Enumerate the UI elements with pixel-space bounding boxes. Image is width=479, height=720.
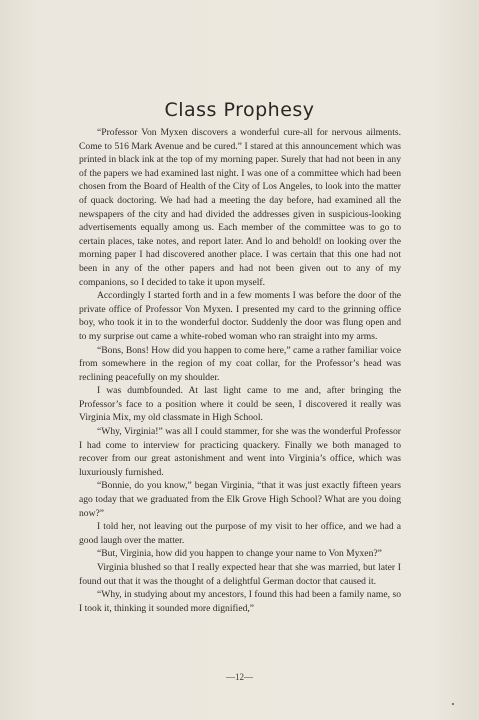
page-number: —12— <box>226 672 253 682</box>
body-text <box>79 126 401 615</box>
paragraph: Virginia blushed so that I really expected hear that she was married, but later I found out that it was the thought of a delightful German doctor that caused it. <box>79 562 401 587</box>
paragraph: I told her, not leaving out the purpose of my visit to her office, and we had a good laugh over the matter. <box>79 521 401 546</box>
paragraph: “Bonnie, do you know,” began Virginia, “that it was just exactly fifteen years ago today that we graduated from the Elk Grove High School? What are you doing now?” <box>79 480 401 519</box>
paper-speck <box>452 703 454 705</box>
paragraph: I was dumbfounded. At last light came to me and, after bringing the Professor’s face to a position where it could be seen, I discovered it really was Virginia Mix, my old classmate in High School. <box>79 385 401 424</box>
paragraph: “Bons, Bons! How did you happen to come here,” came a rather familiar voice from somewhere in the region of my coat collar, for the Professor’s head was reclining peacefully on my shoulder. <box>79 344 401 383</box>
paragraph: “Why, Virginia!” was all I could stammer, for she was the wonderful Professor I had come to interview for practicing quackery. Finally we both managed to recover from our great astonishment and went into Virginia’s office, which was luxuriously furnished. <box>79 426 401 478</box>
paragraph: “But, Virginia, how did you happen to change your name to Von Myxen?” <box>97 548 382 560</box>
paragraph: “Why, in studying about my ancestors, I found this had been a family name, so I took it, thinking it sounded more dignified,” <box>79 589 401 614</box>
page-title: Class Prophesy <box>164 99 315 121</box>
paragraph: “Professor Von Myxen discovers a wonderful cure-all for nervous ailments. Come to 516 Mark Avenue and be cured.” I stared at this announcement which was printed in black ink at the top of my morning paper. Surely that had not been in any of the papers we had examined last night. I was one of a committee which had been chosen from the Board of Health of the City of Los Angeles, to look into the matter of quack doctoring. We had had a meeting the day before, had examined all the newspapers of the city and had divided the addresses given in suspicious-looking advertisements equally among us. Each member of the committee was to go to certain places, take notes, and report later. And lo and behold! on looking over the morning paper I had discovered another place. I was certain that this one had not been in any of the other papers and had not been given out to any of my companions, so I decided to take it upon myself. <box>79 127 401 288</box>
paragraph: Accordingly I started forth and in a few moments I was before the door of the private office of Professor Von Myxen. I presented my card to the grinning office boy, who took it in to the wonderful doctor. Suddenly the door was flung open and to my surprise out came a white-robed woman who ran straight into my arms. <box>79 290 401 342</box>
